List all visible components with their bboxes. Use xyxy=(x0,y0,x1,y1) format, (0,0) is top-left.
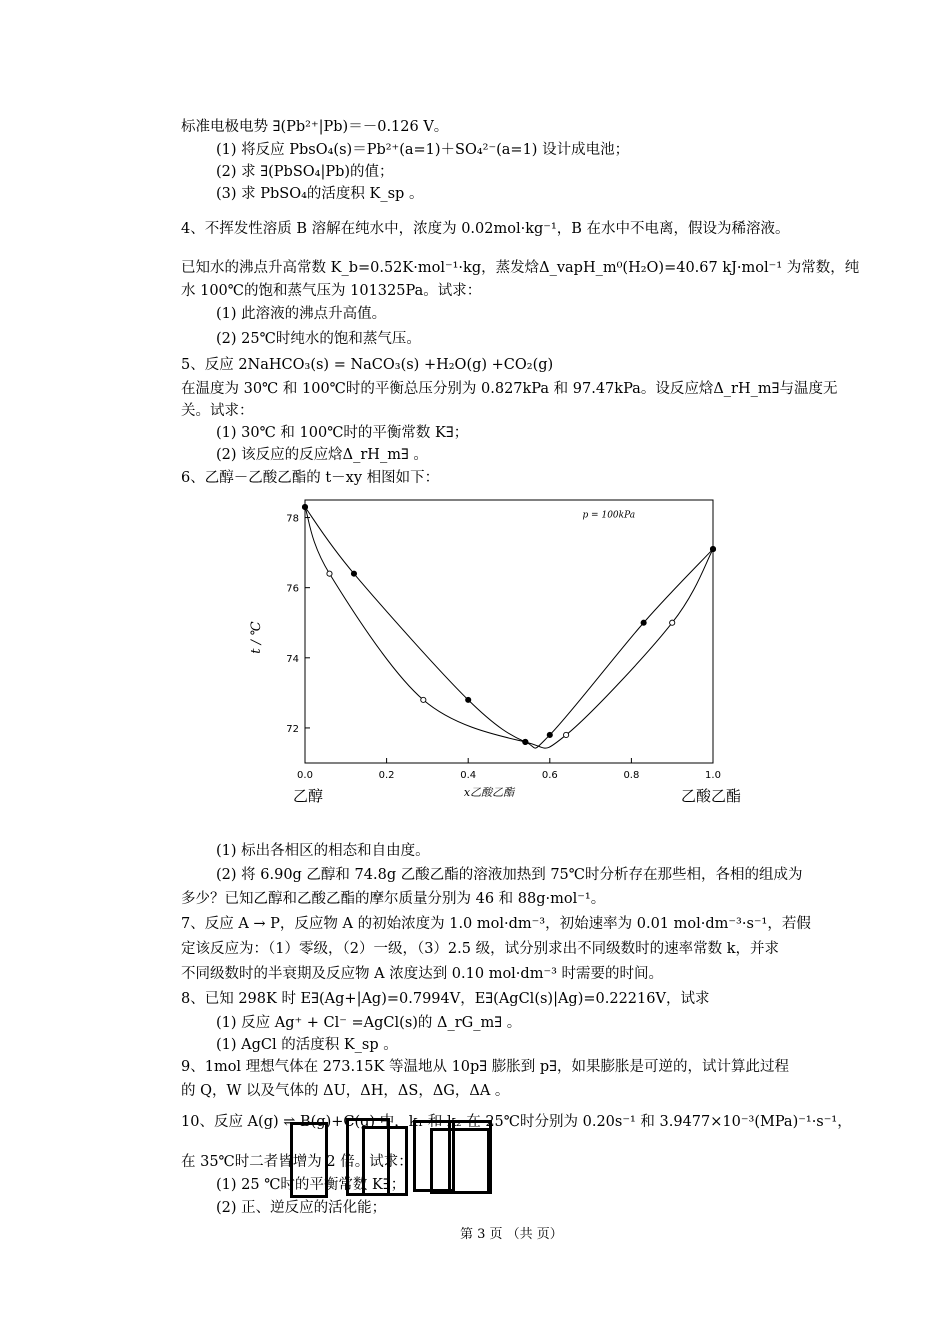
series-line-liquid xyxy=(305,507,713,748)
y-tick-label: 76 xyxy=(286,583,299,595)
data-point-liquid xyxy=(564,732,569,737)
text-line: 5、反应 2NaHCO₃(s) = NaCO₃(s) +H₂O(g) +CO₂(g) xyxy=(181,357,554,373)
text-line: 已知水的沸点升高常数 K_b=0.52K·mol⁻¹·kg，蒸发焓Δ_vapH_m⁰(H₂O)=40.67 kJ·mol⁻¹ 为常数，纯 xyxy=(181,260,860,276)
text-line: 9、1mol 理想气体在 273.15K 等温地从 10p∃ 膨胀到 p∃，如果膨胀是可逆的，试计算此过程 xyxy=(181,1059,790,1075)
text-line: (2) 正、逆反应的活化能； xyxy=(216,1200,387,1216)
text-line: (1) 此溶液的沸点升高值。 xyxy=(216,306,387,322)
text-line: (1) 25 ℃时的平衡常数 K∃； xyxy=(216,1177,406,1193)
series-line-vapor xyxy=(305,507,713,748)
x-tick-label: 0.6 xyxy=(541,770,558,781)
phase-diagram-chart xyxy=(249,497,736,827)
data-point-liquid xyxy=(327,571,332,576)
text-line: 6、乙醇－乙酸乙酯的 t－xy 相图如下： xyxy=(181,470,440,486)
text-line: 关。试求： xyxy=(181,403,254,419)
text-line: 在 35℃时二者皆增为 2 倍。试求： xyxy=(181,1154,413,1170)
text-line: 在温度为 30℃ 和 100℃时的平衡总压分别为 0.827kPa 和 97.47kPa。设反应焓Δ_rH_m∃与温度无 xyxy=(181,381,838,397)
text-line: (2) 求 ∃(PbSO₄|Pb)的值； xyxy=(216,164,394,180)
text-line: (2) 25℃时纯水的饱和蒸气压。 xyxy=(216,331,421,347)
text-line: 标准电极电势 ∃(Pb²⁺|Pb)＝－0.126 V。 xyxy=(181,119,449,135)
text-line: (1) 标出各相区的相态和自由度。 xyxy=(216,843,430,859)
text-line: 多少？已知乙醇和乙酸乙酯的摩尔质量分别为 46 和 88g·mol⁻¹。 xyxy=(181,891,606,907)
text-line: 4、不挥发性溶质 B 溶解在纯水中，浓度为 0.02mol·kg⁻¹，B 在水中不电离，假设为稀溶液。 xyxy=(181,221,790,237)
y-axis-label: t / ℃ xyxy=(249,621,264,654)
data-point-vapor xyxy=(641,620,646,625)
text-line: 不同级数时的半衰期及反应物 A 浓度达到 0.10 mol·dm⁻³ 时需要的时间。 xyxy=(181,966,664,982)
text-line: 定该反应为：（1）零级，（2）一级，（3）2.5 级，试分别求出不同级数时的速率常数 k，并求 xyxy=(181,941,779,957)
data-point-vapor xyxy=(547,732,552,737)
y-tick-label: 78 xyxy=(286,513,299,525)
x-tick-label: 0.2 xyxy=(378,770,395,781)
text-line: 8、已知 298K 时 E∃(Ag+|Ag)=0.7994V，E∃(AgCl(s)|Ag)=0.22216V，试求 xyxy=(181,991,710,1007)
x-tick-label: 0.4 xyxy=(460,770,477,781)
right-component-label: 乙酸乙酯 xyxy=(681,787,742,805)
page-footer: 第 3 页 （共 页） xyxy=(460,1227,563,1242)
data-point-liquid xyxy=(670,620,675,625)
data-point-vapor xyxy=(466,697,471,702)
artifact-box xyxy=(362,1126,408,1196)
text-line: 7、反应 A → P，反应物 A 的初始浓度为 1.0 mol·dm⁻³，初始速率为 0.01 mol·dm⁻³·s⁻¹，若假 xyxy=(181,916,811,932)
text-line: 的 Q，W 以及气体的 ΔU，ΔH，ΔS，ΔG，ΔA 。 xyxy=(181,1083,510,1099)
left-component-label: 乙醇 xyxy=(293,787,324,805)
artifact-box xyxy=(448,1120,492,1194)
x-tick-label: 0.0 xyxy=(297,770,313,781)
text-line: (1) 反应 Ag⁺ + Cl⁻ =AgCl(s)的 Δ_rG_m∃ 。 xyxy=(216,1015,522,1031)
plot-frame xyxy=(305,500,713,763)
artifact-box xyxy=(290,1122,328,1198)
text-line: 10、反应 A(g) ⇌ B(g)+C(g) 中，k₁ 和 k₂ 在 25℃时分别为 0.20s⁻¹ 和 3.9477×10⁻³(MPa)⁻¹·s⁻¹， xyxy=(181,1114,852,1130)
data-point-vapor xyxy=(710,546,715,551)
text-line: (1) AgCl 的活度积 K_sp 。 xyxy=(216,1037,398,1053)
text-line: (1) 30℃ 和 100℃时的平衡常数 K∃； xyxy=(216,425,469,441)
x-axis-label: x乙酸乙酯 xyxy=(463,786,515,799)
text-line: 水 100℃的饱和蒸气压为 101325Pa。试求： xyxy=(181,283,482,299)
x-tick-label: 1.0 xyxy=(705,770,721,781)
data-point-vapor xyxy=(351,571,356,576)
y-tick-label: 72 xyxy=(286,723,299,735)
text-line: (2) 该反应的反应焓Δ_rH_m∃ 。 xyxy=(216,447,428,463)
data-point-liquid xyxy=(421,697,426,702)
pressure-annotation: p = 100kPa xyxy=(582,510,636,521)
text-line: (2) 将 6.90g 乙醇和 74.8g 乙酸乙酯的溶液加热到 75℃时分析存在那些相，各相的组成为 xyxy=(216,867,803,883)
text-line: (1) 将反应 PbsO₄(s)＝Pb²⁺(a=1)＋SO₄²⁻(a=1) 设计成电池； xyxy=(216,142,630,158)
text-line: (3) 求 PbSO₄的活度积 K_sp 。 xyxy=(216,186,424,202)
data-point-vapor xyxy=(302,504,307,509)
y-tick-label: 74 xyxy=(286,653,299,665)
data-point-vapor xyxy=(523,739,528,744)
x-tick-label: 0.8 xyxy=(623,770,640,781)
